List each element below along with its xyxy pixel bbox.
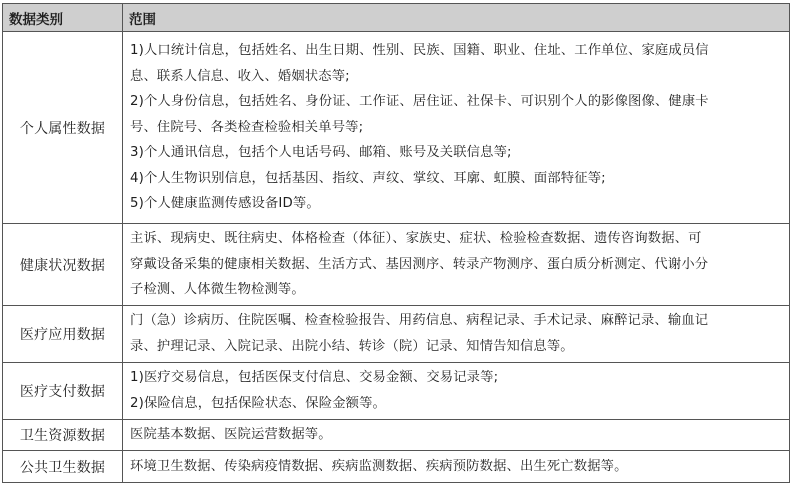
category-cell: 个人属性数据: [3, 32, 123, 224]
scope-cell: [123, 224, 790, 306]
scope-line: 息、联系人信息、收入、婚姻状态等;: [130, 68, 350, 84]
table-row: [3, 451, 790, 483]
header-category: 数据类别: [3, 4, 123, 32]
scope-line: 子检测、人体微生物检测等。: [130, 282, 305, 298]
table-header: [3, 4, 790, 32]
scope-line: 2)个人身份信息，包括姓名、身份证、工作证、居住证、社保卡、可识别个人的影像图像、健康卡: [130, 94, 709, 110]
scope-cell: [123, 306, 790, 363]
scope-line: 1)医疗交易信息，包括医保支付信息、交易金额、交易记录等;: [130, 370, 499, 386]
table-row: [3, 306, 790, 363]
table-row: [3, 420, 790, 451]
header-row: [3, 4, 790, 32]
table-row: [3, 363, 790, 420]
scope-line: 2)保险信息，包括保险状态、保险金额等。: [130, 396, 386, 411]
scope-cell: [123, 451, 790, 483]
category-cell: 医疗应用数据: [3, 306, 123, 363]
health-data-category-table: [2, 3, 790, 483]
header-scope: 范围: [123, 4, 790, 32]
scope-line: 录、护理记录、入院记录、出院小结、转诊（院）记录、知情告知信息等。: [130, 339, 574, 354]
category-cell: 医疗支付数据: [3, 363, 123, 420]
scope-line: 穿戴设备采集的健康相关数据、生活方式、基因测序、转录产物测序、蛋白质分析测定、代谢小分: [130, 256, 709, 272]
scope-line: 门（急）诊病历、住院医嘱、检查检验报告、用药信息、病程记录、手术记录、麻醉记录、输血记: [130, 313, 709, 329]
category-cell: 公共卫生数据: [3, 451, 123, 483]
scope-line: 医院基本数据、医院运营数据等。: [130, 427, 332, 443]
scope-line: 主诉、现病史、既往病史、体格检查（体征）、家族史、症状、检验检查数据、遗传咨询数据、可: [130, 231, 702, 247]
category-cell: 健康状况数据: [3, 224, 123, 306]
scope-cell: [123, 32, 790, 224]
category-cell: 卫生资源数据: [3, 420, 123, 451]
scope-line: 环境卫生数据、传染病疫情数据、疾病监测数据、疾病预防数据、出生死亡数据等。: [130, 458, 628, 474]
scope-line: 号、住院号、各类检查检验相关单号等;: [130, 119, 364, 135]
table-row: [3, 32, 790, 224]
scope-line: 3)个人通讯信息，包括个人电话号码、邮箱、账号及关联信息等;: [130, 145, 512, 161]
scope-cell: [123, 420, 790, 451]
scope-line: 1)人口统计信息，包括姓名、出生日期、性别、民族、国籍、职业、住址、工作单位、家庭成员信: [130, 42, 709, 58]
table-row: [3, 224, 790, 306]
scope-line: 4)个人生物识别信息，包括基因、指纹、声纹、掌纹、耳廓、虹膜、面部特征等;: [130, 170, 606, 186]
scope-line: 5)个人健康监测传感设备ID等。: [130, 196, 320, 212]
scope-cell: [123, 363, 790, 420]
